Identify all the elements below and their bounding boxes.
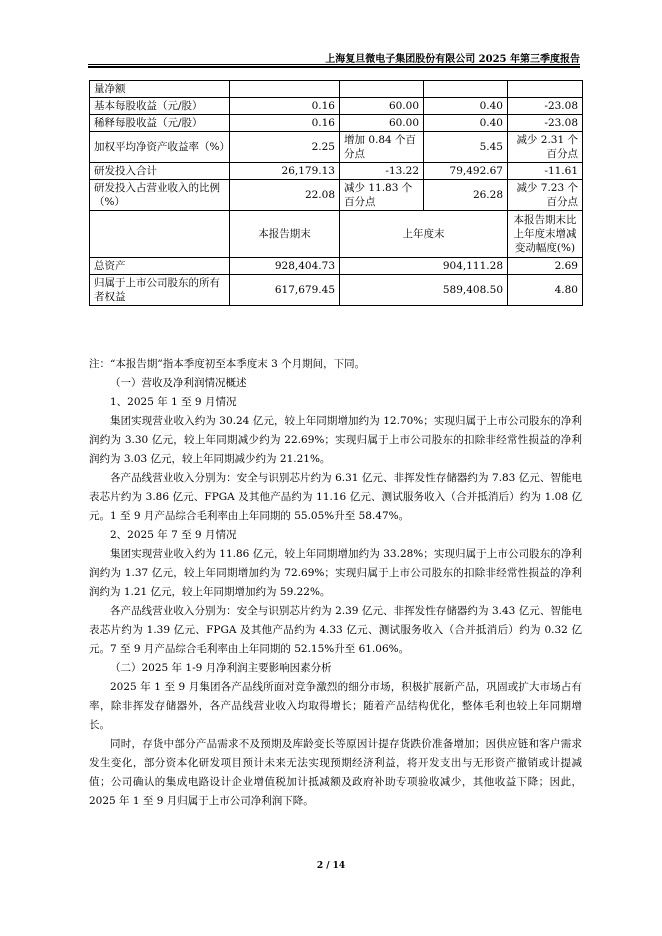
table-cell: 60.00 [340,98,424,115]
table-header-row [90,211,583,258]
table-cell: 2.69 [508,258,583,275]
table-cell: 本报告期末比上年度末增减变动幅度(%) [508,211,583,258]
paragraph: 集团实现营业收入约为 11.86 亿元，较上年同期增加约为 33.28%；实现归属于上市公司股东的净利润约为 1.37 亿元，较上年同期增加约为 72.69%；实现归属于上市公司股东的扣除非经常性损益的净利润约为 1.21 亿元，较上年同期增加约为 59.22%。 [89,548,582,598]
table-cell: -13.22 [340,163,424,180]
table-cell: 研发投入占营业收入的比例（%） [90,180,230,211]
table-cell: 基本每股收益（元/股） [90,98,230,115]
table-cell: 5.45 [424,132,508,163]
table-cell: 617,679.45 [230,275,340,306]
table-cell: 928,404.73 [230,258,340,275]
table-row [90,81,583,98]
table-cell: 上年度末 [340,211,508,258]
header-rule-thick [88,66,580,68]
table-cell: 2.25 [230,132,340,163]
paragraph: 各产品线营业收入分别为：安全与识别芯片约为 2.39 亿元、非挥发性存储器约为 3.43 亿元、智能电表芯片约为 1.39 亿元、FPGA 及其他产品约为 4.33 亿元、测试服务收入（合并抵消后）约为 0.32 亿元。7 至 9 月产品综合毛利率由上年同期的 52.15%升至 61.06%。 [89,605,582,655]
table-cell: 加权平均净资产收益率（%） [90,132,230,163]
header-rule [88,64,580,65]
table-row [90,275,583,306]
table-cell: 减少 11.83 个百分点 [340,180,424,211]
report-header: 上海复旦微电子集团股份有限公司 2025 年第三季度报告 [325,54,580,65]
table-cell: 60.00 [340,115,424,132]
table-cell: 26.28 [424,180,508,211]
table-cell: 4.80 [508,275,583,306]
table-cell: 增加 0.84 个百分点 [340,132,424,163]
table-cell: 22.08 [230,180,340,211]
page-number: 2 / 14 [316,861,346,871]
paragraph: 2、2025 年 7 至 9 月情况 [110,529,237,541]
paragraph: （一）营收及净利润情况概述 [110,377,247,389]
table-cell: 本报告期末 [230,211,340,258]
table-cell: 稀释每股收益（元/股） [90,115,230,132]
table-cell: 归属于上市公司股东的所有者权益 [90,275,230,306]
table-cell: 0.40 [424,115,508,132]
table-cell: -23.08 [508,98,583,115]
table-row [90,163,583,180]
table-row [90,180,583,211]
table-row [90,115,583,132]
paragraph: 同时，存货中部分产品需求不及预期及库龄变长等原因计提存货跌价准备增加；因供应链和客户需求发生变化，部分资本化研发项目预计未来无法实现预期经济利益，将开发支出与无形资产撤销或计提减值；公司确认的集成电路设计企业增值税加计抵减额及政府补助专项验收减少，其他收益下降；因此，2025 年 1 至 9 月归属于上市公司净利润下降。 [89,738,582,807]
paragraph: 2025 年 1 至 9 月集团各产品线所面对竞争激烈的细分市场，积极扩展新产品，巩固或扩大市场占有率，除非挥发存储器外，各产品线营业收入均取得增长；随着产品结构优化，整体毛利也较上年同期增长。 [89,681,582,731]
table-row [90,258,583,275]
paragraph: 集团实现营业收入约为 30.24 亿元，较上年同期增加约为 12.70%；实现归属于上市公司股东的净利润约为 3.30 亿元，较上年同期减少约为 22.69%；实现归属于上市公司股东的扣除非经常性损益的净利润约为 3.03 亿元，较上年同期减少约为 21.21%。 [89,415,582,465]
table-cell: 研发投入合计 [90,163,230,180]
financial-table [89,80,583,306]
table-cell: 减少 2.31 个百分点 [508,132,583,163]
table-cell: 0.16 [230,98,340,115]
row-label: 量净额 [90,81,230,98]
table-cell: 0.16 [230,115,340,132]
table-cell: 减少 7.23 个百分点 [508,180,583,211]
table-row [90,98,583,115]
table-cell: 26,179.13 [230,163,340,180]
table-cell: 589,408.50 [340,275,508,306]
table-cell: 904,111.28 [340,258,508,275]
table-cell: 总资产 [90,258,230,275]
table-cell: 0.40 [424,98,508,115]
paragraph: 各产品线营业收入分别为：安全与识别芯片约为 6.31 亿元、非挥发性存储器约为 7.83 亿元、智能电表芯片约为 3.86 亿元、FPGA 及其他产品约为 11.16 亿元、测试服务收入（合并抵消后）约为 1.08 亿元。1 至 9 月产品综合毛利率由上年同期的 55.05%升至 58.47%。 [89,472,582,522]
table-cell: -23.08 [508,115,583,132]
paragraph: （二）2025 年 1-9 月净利润主要影响因素分析 [110,662,332,674]
table-row [90,132,583,163]
report-body [89,355,582,811]
table-cell: 79,492.67 [424,163,508,180]
paragraph: 注：“本报告期”指本季度初至本季度末 3 个月期间，下同。 [89,358,366,370]
table-cell: -11.61 [508,163,583,180]
paragraph: 1、2025 年 1 至 9 月情况 [110,396,237,408]
